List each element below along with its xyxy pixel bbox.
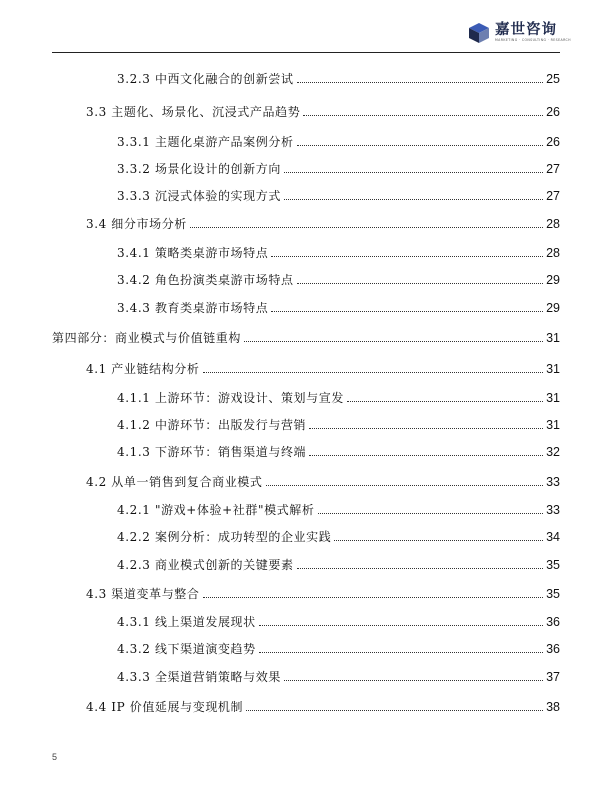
toc-entry[interactable]	[117, 68, 560, 86]
toc-leader	[284, 680, 543, 681]
toc-entry[interactable]	[86, 471, 560, 489]
toc-entry[interactable]	[86, 101, 560, 119]
toc-entry-title: 4.1.2 中游环节：出版发行与营销	[117, 418, 307, 432]
toc-leader	[297, 82, 544, 83]
toc-entry-title: 3.4.2 角色扮演类桌游市场特点	[117, 273, 294, 287]
toc-entry[interactable]	[117, 185, 560, 203]
toc-entry-title: 4.2.3 商业模式创新的关键要素	[117, 558, 294, 572]
toc-entry[interactable]	[117, 666, 560, 684]
toc-entry-title: 3.3.2 场景化设计的创新方向	[117, 162, 281, 176]
toc-entry[interactable]	[117, 387, 560, 405]
toc-entry-page: 26	[546, 105, 560, 119]
toc-entry-title: 3.3 主题化、场景化、沉浸式产品趋势	[86, 105, 301, 119]
toc-leader	[334, 540, 543, 541]
toc-entry[interactable]	[117, 441, 560, 459]
toc-entry-title: 3.3.3 沉浸式体验的实现方式	[117, 189, 281, 203]
toc-entry-page: 31	[546, 331, 560, 345]
toc-entry-title: 4.1 产业链结构分析	[86, 362, 200, 376]
toc-entry[interactable]	[117, 158, 560, 176]
toc-entry-title: 3.3.1 主题化桌游产品案例分析	[117, 135, 294, 149]
toc-leader	[203, 372, 544, 373]
toc-entry[interactable]	[86, 358, 560, 376]
toc-entry-page: 29	[546, 301, 560, 315]
toc-leader	[284, 172, 543, 173]
toc-leader	[203, 597, 544, 598]
brand-tagline: MARKETING · CONSULTING · RESEARCH	[495, 38, 571, 42]
toc-entry-page: 31	[546, 391, 560, 405]
toc-leader	[309, 428, 543, 429]
toc-entry[interactable]	[86, 583, 560, 601]
header-divider	[52, 52, 560, 53]
toc-entry-page: 26	[546, 135, 560, 149]
toc-entry-title: 4.3.3 全渠道营销策略与效果	[117, 670, 281, 684]
toc-leader	[246, 710, 543, 711]
toc-entry[interactable]	[86, 696, 560, 714]
toc-leader	[271, 256, 543, 257]
toc-entry-title: 3.4.1 策略类桌游市场特点	[117, 246, 269, 260]
toc-entry-page: 38	[546, 700, 560, 714]
toc-entry-page: 29	[546, 273, 560, 287]
toc-entry-title: 4.4 IP 价值延展与变现机制	[86, 700, 244, 714]
toc-entry[interactable]	[117, 414, 560, 432]
toc-entry[interactable]	[117, 499, 560, 517]
toc-entry-title: 第四部分：商业模式与价值链重构	[52, 331, 242, 345]
toc-entry[interactable]	[117, 297, 560, 315]
toc-entry[interactable]	[117, 269, 560, 287]
toc-leader	[303, 115, 543, 116]
brand-logo	[467, 22, 571, 44]
toc-entry[interactable]	[52, 327, 560, 345]
toc-entry-page: 33	[546, 475, 560, 489]
toc-entry[interactable]	[117, 554, 560, 572]
toc-entry-page: 37	[546, 670, 560, 684]
toc-entry-page: 33	[546, 503, 560, 517]
toc-entry-page: 31	[546, 362, 560, 376]
toc-leader	[347, 401, 543, 402]
toc-entry-title: 3.4.3 教育类桌游市场特点	[117, 301, 269, 315]
toc-entry-title: 3.2.3 中西文化融合的创新尝试	[117, 72, 294, 86]
cube-logo-icon	[467, 22, 491, 44]
toc-entry-title: 4.3.1 线上渠道发展现状	[117, 615, 256, 629]
toc-entry[interactable]	[117, 638, 560, 656]
toc-leader	[244, 341, 543, 342]
toc-leader	[297, 145, 544, 146]
toc-leader	[309, 455, 543, 456]
toc-entry-page: 32	[546, 445, 560, 459]
toc-leader	[259, 625, 543, 626]
toc-leader	[266, 485, 544, 486]
brand-name: 嘉世咨询	[495, 22, 557, 38]
toc-entry-page: 35	[546, 558, 560, 572]
toc-entry[interactable]	[86, 213, 560, 231]
toc-entry-page: 28	[546, 246, 560, 260]
toc-leader	[297, 568, 544, 569]
toc-entry-page: 36	[546, 642, 560, 656]
toc-entry-title: 4.1.1 上游环节：游戏设计、策划与宣发	[117, 391, 344, 405]
toc-leader	[259, 652, 543, 653]
toc-leader	[271, 311, 543, 312]
toc-entry-page: 27	[546, 189, 560, 203]
toc-leader	[284, 199, 543, 200]
page-number: 5	[52, 752, 58, 762]
toc-entry-page: 27	[546, 162, 560, 176]
toc-entry-title: 4.3 渠道变革与整合	[86, 587, 200, 601]
toc-entry-title: 4.3.2 线下渠道演变趋势	[117, 642, 256, 656]
toc-entry[interactable]	[117, 242, 560, 260]
page-header	[0, 0, 612, 58]
toc-entry-title: 4.2.1 "游戏+体验+社群"模式解析	[117, 503, 315, 517]
toc-entry-title: 4.2.2 案例分析：成功转型的企业实践	[117, 530, 332, 544]
toc-entry-page: 36	[546, 615, 560, 629]
toc-entry-page: 28	[546, 217, 560, 231]
toc-leader	[318, 513, 544, 514]
toc-leader	[297, 283, 544, 284]
toc-entry[interactable]	[117, 526, 560, 544]
toc-entry-title: 4.1.3 下游环节：销售渠道与终端	[117, 445, 307, 459]
toc-entry[interactable]	[117, 611, 560, 629]
toc-entry-page: 31	[546, 418, 560, 432]
toc-entry-page: 34	[546, 530, 560, 544]
toc-entry-page: 25	[546, 72, 560, 86]
toc-entry-page: 35	[546, 587, 560, 601]
toc-entry[interactable]	[117, 131, 560, 149]
toc-leader	[190, 227, 543, 228]
toc-entry-title: 4.2 从单一销售到复合商业模式	[86, 475, 263, 489]
toc-entry-title: 3.4 细分市场分析	[86, 217, 187, 231]
